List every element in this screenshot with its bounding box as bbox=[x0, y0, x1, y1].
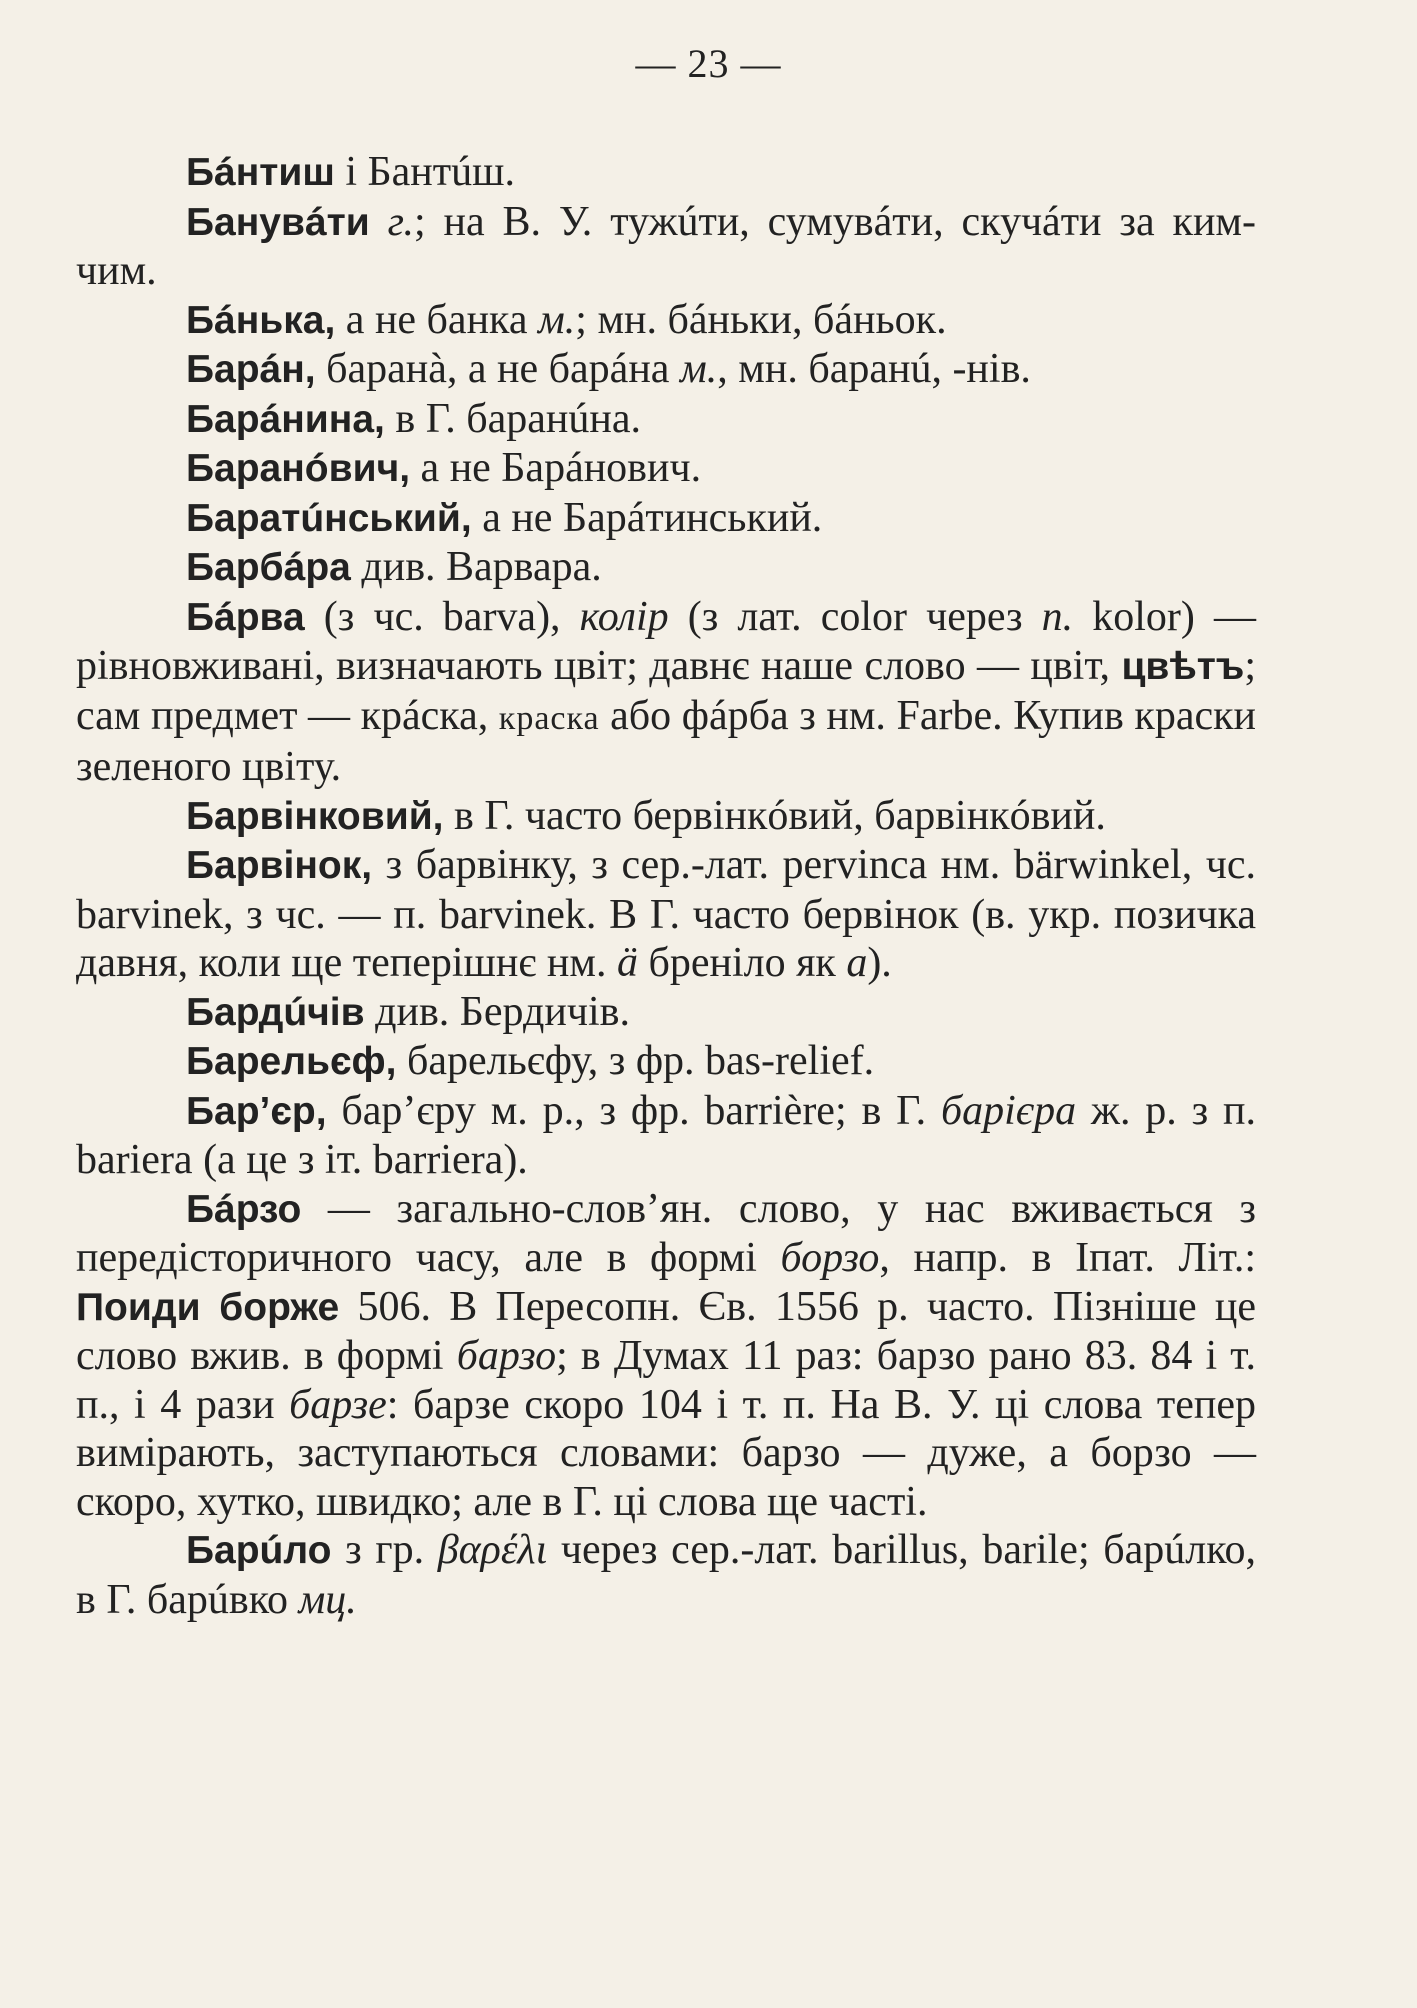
dictionary-text bbox=[76, 148, 1256, 1624]
italic-term: барзе bbox=[289, 1381, 387, 1428]
dictionary-entry bbox=[76, 543, 1256, 593]
entry-text: , напр. в Іпат. Літ.: bbox=[879, 1235, 1257, 1281]
italic-term: борзо bbox=[780, 1235, 880, 1281]
dictionary-entry bbox=[76, 198, 1256, 296]
entry-text: барельєфу, з фр. bas-relief. bbox=[396, 1038, 875, 1084]
dictionary-entry bbox=[76, 148, 1256, 198]
entry-headword: Бáнька, bbox=[186, 298, 336, 342]
italic-term: а bbox=[846, 940, 868, 986]
entry-text: в Г. баранúна. bbox=[384, 395, 641, 442]
italic-term: колір bbox=[579, 593, 669, 640]
old-script-term: краска bbox=[498, 699, 600, 737]
entry-text: , мн. баранú, -нів. bbox=[717, 346, 1031, 392]
entry-text: див. Варвара. bbox=[350, 544, 602, 590]
entry-text: kolor) — рівновживані, визначають цвіт; давнє наше слово — цвіт, bbox=[76, 593, 1256, 689]
entry-text: в Г. часто бервінкóвий, барвінкóвий. bbox=[443, 792, 1106, 839]
entry-text: ; мн. бáньки, бáньок. bbox=[575, 296, 947, 343]
italic-term: м. bbox=[537, 296, 576, 343]
entry-headword: Барáнина, bbox=[186, 397, 385, 441]
entry-headword: Банувáти bbox=[186, 200, 370, 244]
dictionary-entry bbox=[76, 1037, 1256, 1087]
dictionary-entry bbox=[76, 345, 1256, 395]
entry-text: баранà, а не барáна bbox=[315, 346, 680, 392]
dictionary-entry bbox=[76, 792, 1256, 842]
entry-headword: Бáнтиш bbox=[186, 151, 335, 194]
entry-text: а не Барáтинський. bbox=[471, 494, 823, 541]
entry-text: : барзе скоро 104 і т. п. На В. У. ці слова тепер вимірають, заступаються словами: барзо — дуже, а борзо — скоро, хутко, швидко; але в Г. ці слова ще часті. bbox=[76, 1381, 1256, 1525]
dictionary-entry bbox=[76, 593, 1256, 792]
dictionary-entry bbox=[76, 494, 1256, 544]
entry-text: див. Бердичів. bbox=[364, 988, 630, 1035]
entry-text: — загально-слов’ян. слово, у нас вживається з передісторичного часу, але в формі bbox=[76, 1185, 1256, 1281]
bold-quotation: цвѣтъ bbox=[1121, 645, 1245, 688]
dictionary-entry bbox=[76, 1185, 1256, 1527]
entry-headword: Бар’єр, bbox=[186, 1089, 327, 1133]
entry-text bbox=[370, 199, 388, 245]
entry-text: ; в Думах 11 раз: барзо рано 83. 84 і т. п., і 4 рази bbox=[76, 1333, 1256, 1428]
entry-headword: Барúло bbox=[186, 1529, 332, 1572]
entry-text: (з лат. color через bbox=[668, 593, 1042, 640]
bold-quotation: Поиди борже bbox=[76, 1285, 340, 1329]
entry-text: або фáрба з нм. Farbe. Купив краски зеленого цвіту. bbox=[76, 692, 1256, 790]
entry-headword: Барвінковий, bbox=[186, 794, 444, 838]
entry-headword: Барельєф, bbox=[186, 1040, 397, 1083]
italic-term: г. bbox=[387, 198, 414, 245]
italic-term: п. bbox=[1041, 593, 1074, 640]
entry-text: і Бантúш. bbox=[334, 149, 515, 195]
entry-text: ; сам предмет — крáска, bbox=[76, 643, 1256, 739]
dictionary-entry bbox=[76, 444, 1256, 494]
entry-text: через сер.-лат. barillus, barile; барúлко, в Г. барúвко bbox=[76, 1527, 1256, 1623]
entry-headword: Бардúчів bbox=[186, 990, 365, 1034]
entry-text: з барвінку, з сер.-лат. pervinca нм. bärwinkel, чс. barvinek, з чс. — п. barvinek. В Г. часто бервінок (в. укр. позичка давня, коли ще теперішнє нм. bbox=[76, 842, 1256, 986]
entry-text: а не Барáнович. bbox=[410, 445, 702, 491]
entry-text: а не банка bbox=[335, 296, 538, 343]
entry-headword: Барвінок, bbox=[186, 844, 373, 887]
dictionary-entry bbox=[76, 1526, 1256, 1624]
entry-headword: Бáрзо bbox=[186, 1187, 302, 1231]
entry-text: з гр. bbox=[331, 1527, 438, 1573]
dictionary-entry bbox=[76, 296, 1256, 346]
italic-term: м. bbox=[679, 346, 718, 392]
dictionary-entry bbox=[76, 988, 1256, 1038]
entry-headword: Барáн, bbox=[186, 348, 316, 391]
italic-term: мц. bbox=[298, 1576, 357, 1623]
entry-headword: Бáрва bbox=[186, 595, 305, 639]
italic-term: ä bbox=[616, 940, 638, 986]
entry-headword: Баратúнський, bbox=[186, 496, 472, 540]
dictionary-entry bbox=[76, 395, 1256, 445]
entry-text: бреніло як bbox=[637, 940, 847, 986]
entry-text: (з чс. barva), bbox=[304, 593, 580, 640]
italic-term: βαρέλι bbox=[437, 1527, 548, 1573]
entry-text: 506. В Пересопн. Єв. 1556 р. часто. Пізніше це слово вжив. в формі bbox=[76, 1283, 1256, 1379]
entry-text: ). bbox=[867, 940, 892, 986]
entry-text: бар’єру м. р., з фр. barrière; в Г. bbox=[326, 1087, 941, 1134]
italic-term: барієра bbox=[940, 1087, 1077, 1134]
dictionary-entry bbox=[76, 841, 1256, 988]
entry-headword: Барбáра bbox=[186, 546, 351, 589]
entry-headword: Баранóвич, bbox=[186, 447, 411, 490]
entry-text: ; на В. У. тужúти, сумувáти, скучáти за ким-чим. bbox=[76, 198, 1256, 294]
page-number: — 23 — bbox=[635, 41, 782, 86]
dictionary-entry bbox=[76, 1087, 1256, 1185]
entry-text: ж. р. з п. bariera (а це з іт. barriera). bbox=[76, 1087, 1256, 1183]
italic-term: барзо bbox=[456, 1333, 557, 1379]
